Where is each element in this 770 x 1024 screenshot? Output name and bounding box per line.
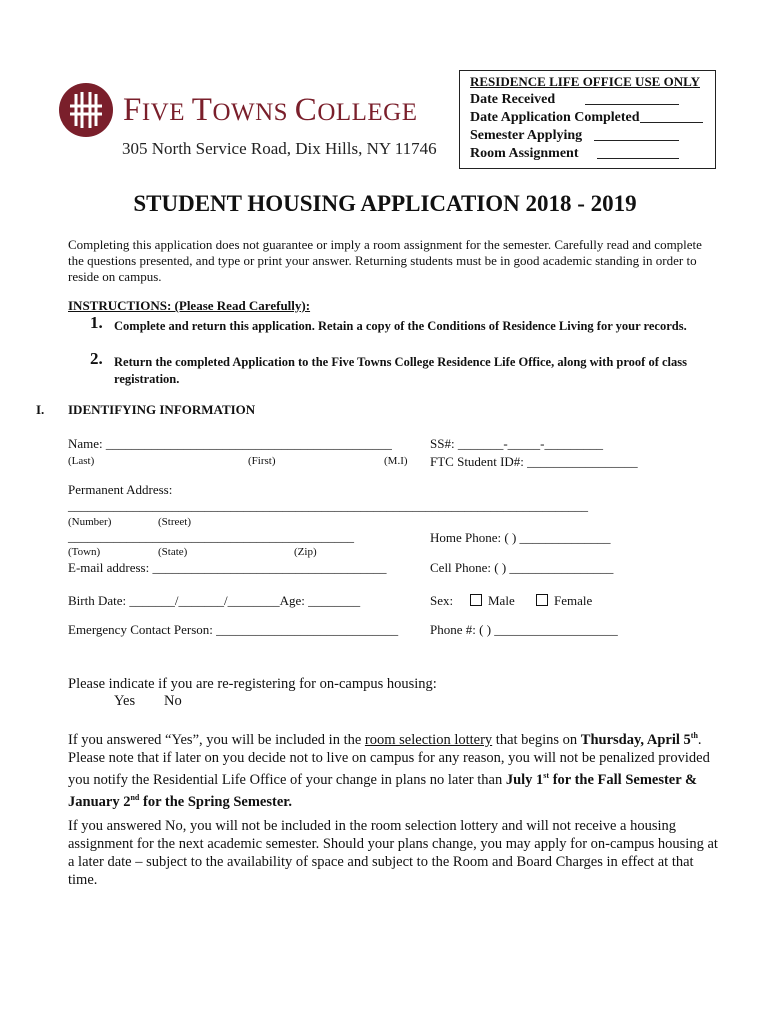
section-number: I. — [36, 402, 45, 417]
sex-male-option[interactable]: Male — [470, 593, 515, 609]
permanent-address-label: Permanent Address: — [68, 482, 173, 497]
checkbox-icon[interactable] — [470, 594, 482, 606]
no-answer-paragraph: If you answered No, you will not be included in the room selection lottery and will not receive a housing assignment for the next academic semester. Should your plans change, you may apply for on-campus housing at a later date – subject to the availability of space and subject to the Room and Board Charges in effect at that time. — [68, 818, 718, 888]
birth-date-age-field[interactable]: Birth Date: _______/_______/________Age: ________ — [68, 593, 361, 608]
section-title: IDENTIFYING INFORMATION — [68, 402, 256, 417]
email-field[interactable]: E-mail address: ____________________________________ — [68, 560, 387, 575]
office-row-date-completed: Date Application Completed — [470, 109, 703, 127]
addr-sub-state: (State) — [158, 546, 188, 558]
name-field[interactable]: Name: ____________________________________________ — [68, 436, 392, 451]
office-use-heading: RESIDENCE LIFE OFFICE USE ONLY — [470, 74, 700, 89]
yes-answer-paragraph: If you answered “Yes”, you will be included in the room selection lottery that begins on Thursday, April 5th. Please note that if later on you decide not to live on campus for any reason, you will not be penalized provided you notify the Residential Life Office of your change in plans no later than July 1st for the Fall Semester & January 2nd for the Spring Semester. — [68, 731, 710, 810]
ss-field[interactable]: SS#: _______-_____-_________ — [430, 436, 603, 451]
office-row-room: Room Assignment — [470, 145, 679, 163]
instruction-item-1: 1. Complete and return this application. Retain a copy of the Conditions of Residence Living for your records. — [90, 313, 687, 333]
college-name: FIVE TOWNS COLLEGE — [123, 92, 418, 128]
address-line-field[interactable]: ________________________________________________________________________________ — [68, 498, 588, 513]
cell-phone-field[interactable]: Cell Phone: ( ) ________________ — [430, 560, 614, 575]
instructions-heading: INSTRUCTIONS: (Please Read Carefully): — [68, 298, 311, 313]
reregister-no-option[interactable]: No — [164, 693, 182, 709]
emergency-phone-field[interactable]: Phone #: ( ) ___________________ — [430, 622, 618, 637]
checkbox-icon[interactable] — [536, 594, 548, 606]
emergency-contact-field[interactable]: Emergency Contact Person: ____________________________ — [68, 622, 399, 637]
instruction-item-2: 2. Return the completed Application to the Five Towns College Residence Life Office, along with proof of class registration. — [90, 349, 687, 386]
office-use-box — [459, 70, 716, 169]
addr-sub-number: (Number) — [68, 516, 112, 528]
addr-sub-town: (Town) — [68, 546, 101, 558]
intro-paragraph: Completing this application does not guarantee or imply a room assignment for the semester. Carefully read and complete the questions presented, and type or print your answer. Returning students must be in good academic standing in order to reside on campus. — [68, 237, 702, 284]
college-address: 305 North Service Road, Dix Hills, NY 11746 — [122, 139, 437, 158]
sex-label: Sex: — [430, 593, 454, 608]
office-row-semester: Semester Applying — [470, 127, 679, 145]
addr-sub-street: (Street) — [158, 516, 191, 528]
sex-female-option[interactable]: Female — [536, 593, 592, 609]
college-logo-icon — [58, 82, 114, 138]
reregister-yes-option[interactable]: Yes — [114, 693, 136, 709]
name-sub-first: (First) — [248, 455, 276, 467]
page-title: STUDENT HOUSING APPLICATION 2018 - 2019 — [133, 191, 637, 216]
name-sub-mi: (M.I) — [384, 455, 408, 467]
addr-sub-zip: (Zip) — [294, 546, 317, 558]
office-row-date-received: Date Received — [470, 91, 679, 109]
home-phone-field[interactable]: Home Phone: ( ) ______________ — [430, 530, 611, 545]
name-sub-last: (Last) — [68, 455, 95, 467]
reregister-question: Please indicate if you are re-registering for on-campus housing: — [68, 676, 437, 692]
ftc-id-field[interactable]: FTC Student ID#: _________________ — [430, 454, 638, 469]
town-state-zip-field[interactable]: ____________________________________________ — [68, 529, 354, 544]
